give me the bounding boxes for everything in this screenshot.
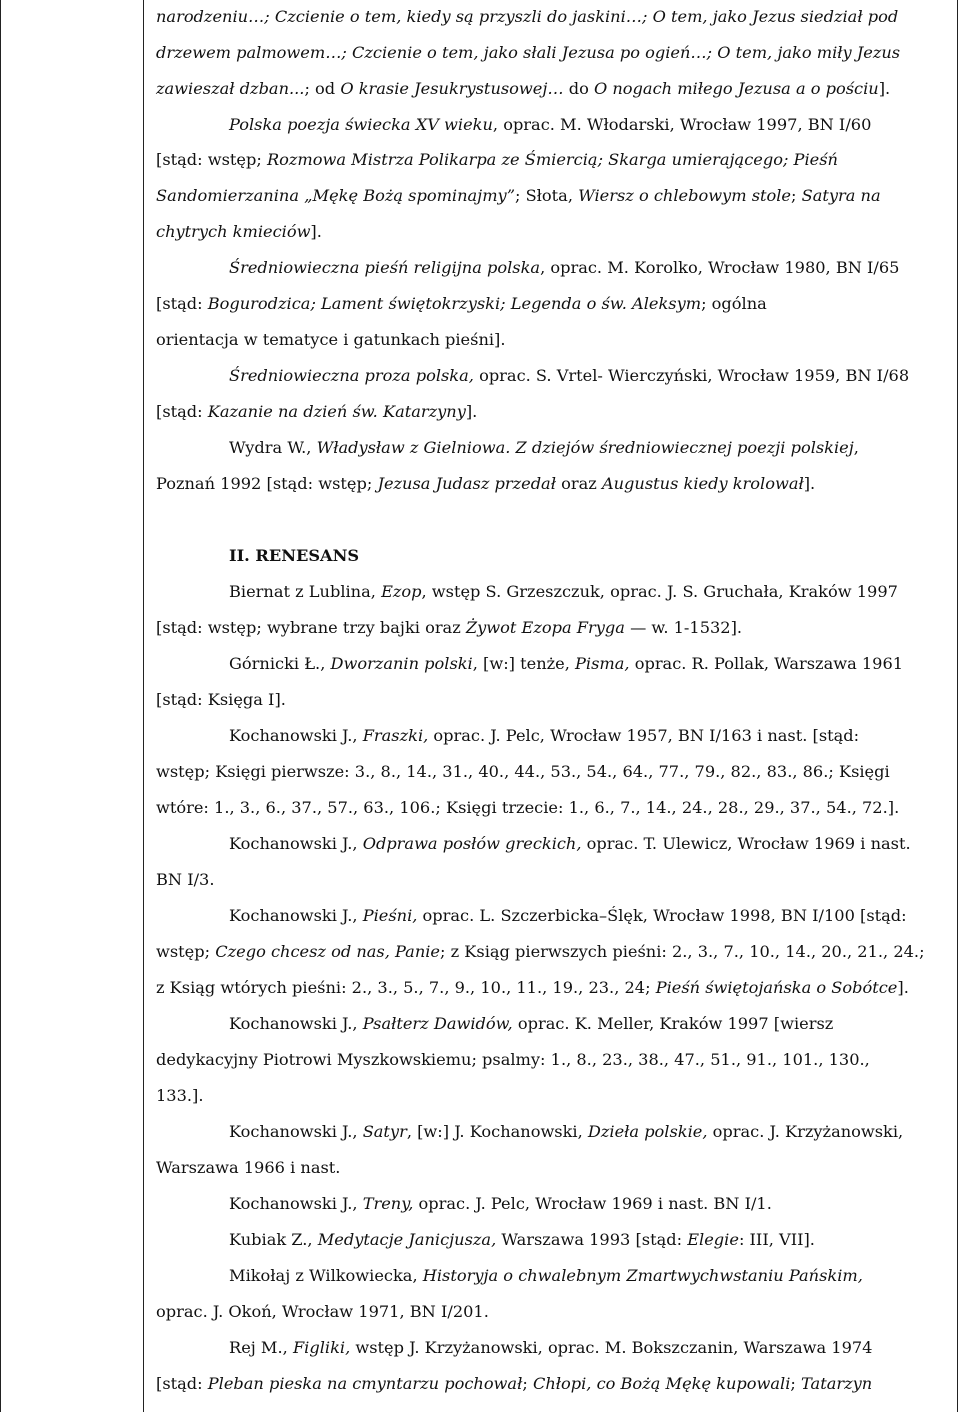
italic-title: Pieśń świętojańska o Sobótce bbox=[655, 978, 898, 997]
italic-title: Władysław z Gielniowa. Z dziejów średniowiecznej poezji polskiej bbox=[316, 438, 854, 457]
italic-title: Średniowieczna proza polska, bbox=[229, 366, 474, 385]
italic-title: Odprawa posłów greckich, bbox=[362, 834, 582, 853]
text-run: oprac. J. Okoń, Wrocław 1971, BN I/201. bbox=[156, 1302, 489, 1321]
text-run: , oprac. M. Włodarski, Wrocław 1997, BN I/60 bbox=[492, 115, 872, 134]
column-divider bbox=[143, 0, 144, 1412]
text-run: — w. 1-1532]. bbox=[624, 618, 743, 637]
text-run: [stąd: wstęp; wybrane trzy bajki oraz bbox=[156, 618, 466, 637]
text-run: wstęp; bbox=[156, 942, 216, 961]
text-line bbox=[229, 1338, 872, 1358]
text-line bbox=[156, 474, 815, 494]
section-heading bbox=[229, 546, 359, 566]
text-line bbox=[156, 1158, 340, 1178]
text-line bbox=[156, 618, 742, 638]
text-run: ]. bbox=[897, 978, 909, 997]
text-line bbox=[229, 258, 899, 278]
text-run: do bbox=[563, 79, 594, 98]
text-line bbox=[229, 1266, 863, 1286]
text-run: ; Słota, bbox=[514, 186, 579, 205]
italic-title: Polska poezja świecka XV wieku bbox=[229, 115, 493, 134]
text-line bbox=[156, 294, 767, 314]
text-line bbox=[229, 1194, 772, 1214]
text-run: orientacja w tematyce i gatunkach pieśni]. bbox=[156, 330, 506, 349]
italic-title: Chłopi, co Bożą Mękę kupowali bbox=[532, 1374, 791, 1393]
text-line bbox=[156, 186, 881, 206]
text-run: , bbox=[853, 438, 859, 457]
italic-title: Dworzanin polski bbox=[330, 654, 473, 673]
text-run: , wstęp S. Grzeszczuk, oprac. J. S. Gruchała, Kraków 1997 bbox=[421, 582, 898, 601]
text-run: ; od bbox=[304, 79, 341, 98]
text-run: Kochanowski J., bbox=[229, 1014, 363, 1033]
text-line bbox=[229, 438, 859, 458]
italic-title: Fraszki, bbox=[362, 726, 429, 745]
italic-title: Sandomierzanina „Mękę Bożą spominajmy” bbox=[156, 186, 515, 205]
text-run: wstęp J. Krzyżanowski, oprac. M. Bokszczanin, Warszawa 1974 bbox=[350, 1338, 873, 1357]
text-run: Warszawa 1966 i nast. bbox=[156, 1158, 341, 1177]
italic-title: Satyra na bbox=[801, 186, 881, 205]
text-run: ]. bbox=[878, 79, 891, 98]
italic-title: Dzieła polskie, bbox=[587, 1122, 708, 1141]
italic-title: Pisma, bbox=[575, 654, 630, 673]
text-run: [stąd: Księga I]. bbox=[156, 690, 286, 709]
text-line bbox=[156, 402, 477, 422]
text-run: 133.]. bbox=[156, 1086, 204, 1105]
text-run: oprac. J. Pelc, Wrocław 1957, BN I/163 i nast. [stąd: bbox=[428, 726, 860, 745]
text-run: II. RENESANS bbox=[229, 546, 360, 565]
text-line bbox=[156, 43, 900, 63]
italic-title: Jezusa Judasz przedał bbox=[377, 474, 556, 493]
text-run: , [w:] J. Kochanowski, bbox=[406, 1122, 588, 1141]
text-run: Mikołaj z Wilkowiecka, bbox=[229, 1266, 423, 1285]
text-run: oprac. T. Ulewicz, Wrocław 1969 i nast. bbox=[581, 834, 911, 853]
text-run: , [w:] tenże, bbox=[472, 654, 576, 673]
text-run: Poznań 1992 [stąd: wstęp; bbox=[156, 474, 378, 493]
text-run: Górnicki Ł., bbox=[229, 654, 331, 673]
text-run: ; z Ksiąg pierwszych pieśni: 2., 3., 7., 10., 14., 20., 21., 24.; bbox=[440, 942, 925, 961]
text-run: oraz bbox=[555, 474, 602, 493]
text-run: Biernat z Lublina, bbox=[229, 582, 382, 601]
text-line bbox=[156, 798, 899, 818]
text-run: ; bbox=[790, 1374, 801, 1393]
text-run: Kochanowski J., bbox=[229, 906, 363, 925]
text-run: oprac. L. Szczerbicka–Ślęk, Wrocław 1998, BN I/100 [stąd: bbox=[417, 906, 907, 925]
italic-title: Treny, bbox=[362, 1194, 414, 1213]
text-run: z Ksiąg wtórych pieśni: 2., 3., 5., 7., 9., 10., 11., 19., 23., 24; bbox=[156, 978, 656, 997]
italic-title: Rozmowa Mistrza Polikarpa ze Śmiercią; Skarga umierającego; Pieśń bbox=[266, 150, 838, 169]
italic-title: Satyr bbox=[362, 1122, 407, 1141]
text-run: oprac. K. Meller, Kraków 1997 [wiersz bbox=[512, 1014, 834, 1033]
italic-title: Augustus kiedy krolował bbox=[601, 474, 804, 493]
italic-title: Psałterz Dawidów, bbox=[362, 1014, 513, 1033]
text-line bbox=[229, 1014, 833, 1034]
text-line bbox=[156, 79, 890, 99]
text-run: dedykacyjny Piotrowi Myszkowskiemu; psalmy: 1., 8., 23., 38., 47., 51., 91., 101., 130., bbox=[156, 1050, 870, 1069]
text-line bbox=[229, 654, 903, 674]
italic-title: Pleban pieska na cmyntarzu pochował bbox=[207, 1374, 523, 1393]
text-run: Warszawa 1993 [stąd: bbox=[496, 1230, 688, 1249]
text-line bbox=[229, 1230, 815, 1250]
text-run: ; bbox=[791, 186, 802, 205]
text-run: Wydra W., bbox=[229, 438, 317, 457]
text-run: Kochanowski J., bbox=[229, 1194, 363, 1213]
text-run: ]. bbox=[310, 222, 322, 241]
italic-title: Ezop bbox=[381, 582, 422, 601]
text-run: , oprac. M. Korolko, Wrocław 1980, BN I/65 bbox=[540, 258, 900, 277]
italic-title: Żywot Ezopa Fryga bbox=[465, 618, 625, 637]
italic-title: Czego chcesz od nas, Panie bbox=[215, 942, 441, 961]
text-run: Kochanowski J., bbox=[229, 1122, 363, 1141]
text-line bbox=[229, 582, 898, 602]
italic-title: Pieśni, bbox=[362, 906, 418, 925]
text-run: : III, VII]. bbox=[738, 1230, 815, 1249]
text-line bbox=[229, 906, 907, 926]
text-line bbox=[229, 366, 909, 386]
text-run: Rej M., bbox=[229, 1338, 293, 1357]
text-run: ]. bbox=[803, 474, 816, 493]
text-run: wstęp; Księgi pierwsze: 3., 8., 14., 31., 40., 44., 53., 54., 64., 77., 79., 82., 83., 86.; Księgi bbox=[156, 762, 890, 781]
italic-title: Kazanie na dzień św. Katarzyny bbox=[207, 402, 466, 421]
text-run: BN I/3. bbox=[156, 870, 215, 889]
text-run: ; ogólna bbox=[701, 294, 767, 313]
italic-title: O nogach miłego Jezusa a o pościu bbox=[593, 79, 879, 98]
text-run: ]. bbox=[465, 402, 478, 421]
text-line bbox=[156, 870, 215, 890]
text-line bbox=[229, 726, 859, 746]
text-run: Kochanowski J., bbox=[229, 726, 363, 745]
text-line bbox=[156, 1302, 489, 1322]
text-line bbox=[156, 942, 925, 962]
text-run: oprac. J. Pelc, Wrocław 1969 i nast. BN I/1. bbox=[413, 1194, 772, 1213]
text-line bbox=[156, 690, 286, 710]
text-line bbox=[229, 115, 871, 135]
text-run: Kubiak Z., bbox=[229, 1230, 318, 1249]
italic-title: Tatarzyn bbox=[801, 1374, 873, 1393]
text-line bbox=[156, 1086, 204, 1106]
text-line bbox=[156, 7, 898, 27]
italic-title: zawieszał dzban... bbox=[156, 79, 305, 98]
italic-title: Figliki, bbox=[292, 1338, 351, 1357]
text-run: wtóre: 1., 3., 6., 37., 57., 63., 106.; Księgi trzecie: 1., 6., 7., 14., 24., 28., 29., 37., 54., 72.]. bbox=[156, 798, 900, 817]
text-run: oprac. R. Pollak, Warszawa 1961 bbox=[629, 654, 904, 673]
text-line bbox=[229, 834, 911, 854]
italic-title: Medytacje Janicjusza, bbox=[317, 1230, 497, 1249]
text-line bbox=[156, 222, 322, 242]
italic-title: O krasie Jesukrystusowej… bbox=[340, 79, 564, 98]
text-line bbox=[156, 978, 909, 998]
italic-title: chytrych kmieciów bbox=[156, 222, 311, 241]
text-line bbox=[156, 330, 506, 350]
text-line bbox=[156, 762, 890, 782]
italic-title: Średniowieczna pieśń religijna polska bbox=[229, 258, 541, 277]
italic-title: Bogurodzica; Lament świętokrzyski; Legenda o św. Aleksym bbox=[207, 294, 702, 313]
italic-title: drzewem palmowem…; Czcienie o tem, jako słali Jezusa po ogień…; O tem, jako miły Jezus bbox=[156, 43, 901, 62]
italic-title: Wiersz o chlebowym stole bbox=[578, 186, 792, 205]
text-run: ; bbox=[522, 1374, 533, 1393]
text-run: oprac. S. Vrtel- Wierczyński, Wrocław 1959, BN I/68 bbox=[473, 366, 910, 385]
text-run: Kochanowski J., bbox=[229, 834, 363, 853]
italic-title: Elegie bbox=[687, 1230, 739, 1249]
text-run: [stąd: bbox=[156, 1374, 208, 1393]
text-line bbox=[156, 1374, 872, 1394]
text-run: oprac. J. Krzyżanowski, bbox=[707, 1122, 904, 1141]
text-line bbox=[156, 1050, 870, 1070]
text-run: [stąd: wstęp; bbox=[156, 150, 267, 169]
italic-title: narodzeniu…; Czcienie o tem, kiedy są przyszli do jaskini…; O tem, jako Jezus siedział pod bbox=[156, 7, 899, 26]
text-line bbox=[229, 1122, 903, 1142]
italic-title: Historyja o chwalebnym Zmartwychwstaniu Pańskim, bbox=[422, 1266, 863, 1285]
text-line bbox=[156, 150, 838, 170]
text-run: [stąd: bbox=[156, 294, 208, 313]
text-run: [stąd: bbox=[156, 402, 208, 421]
